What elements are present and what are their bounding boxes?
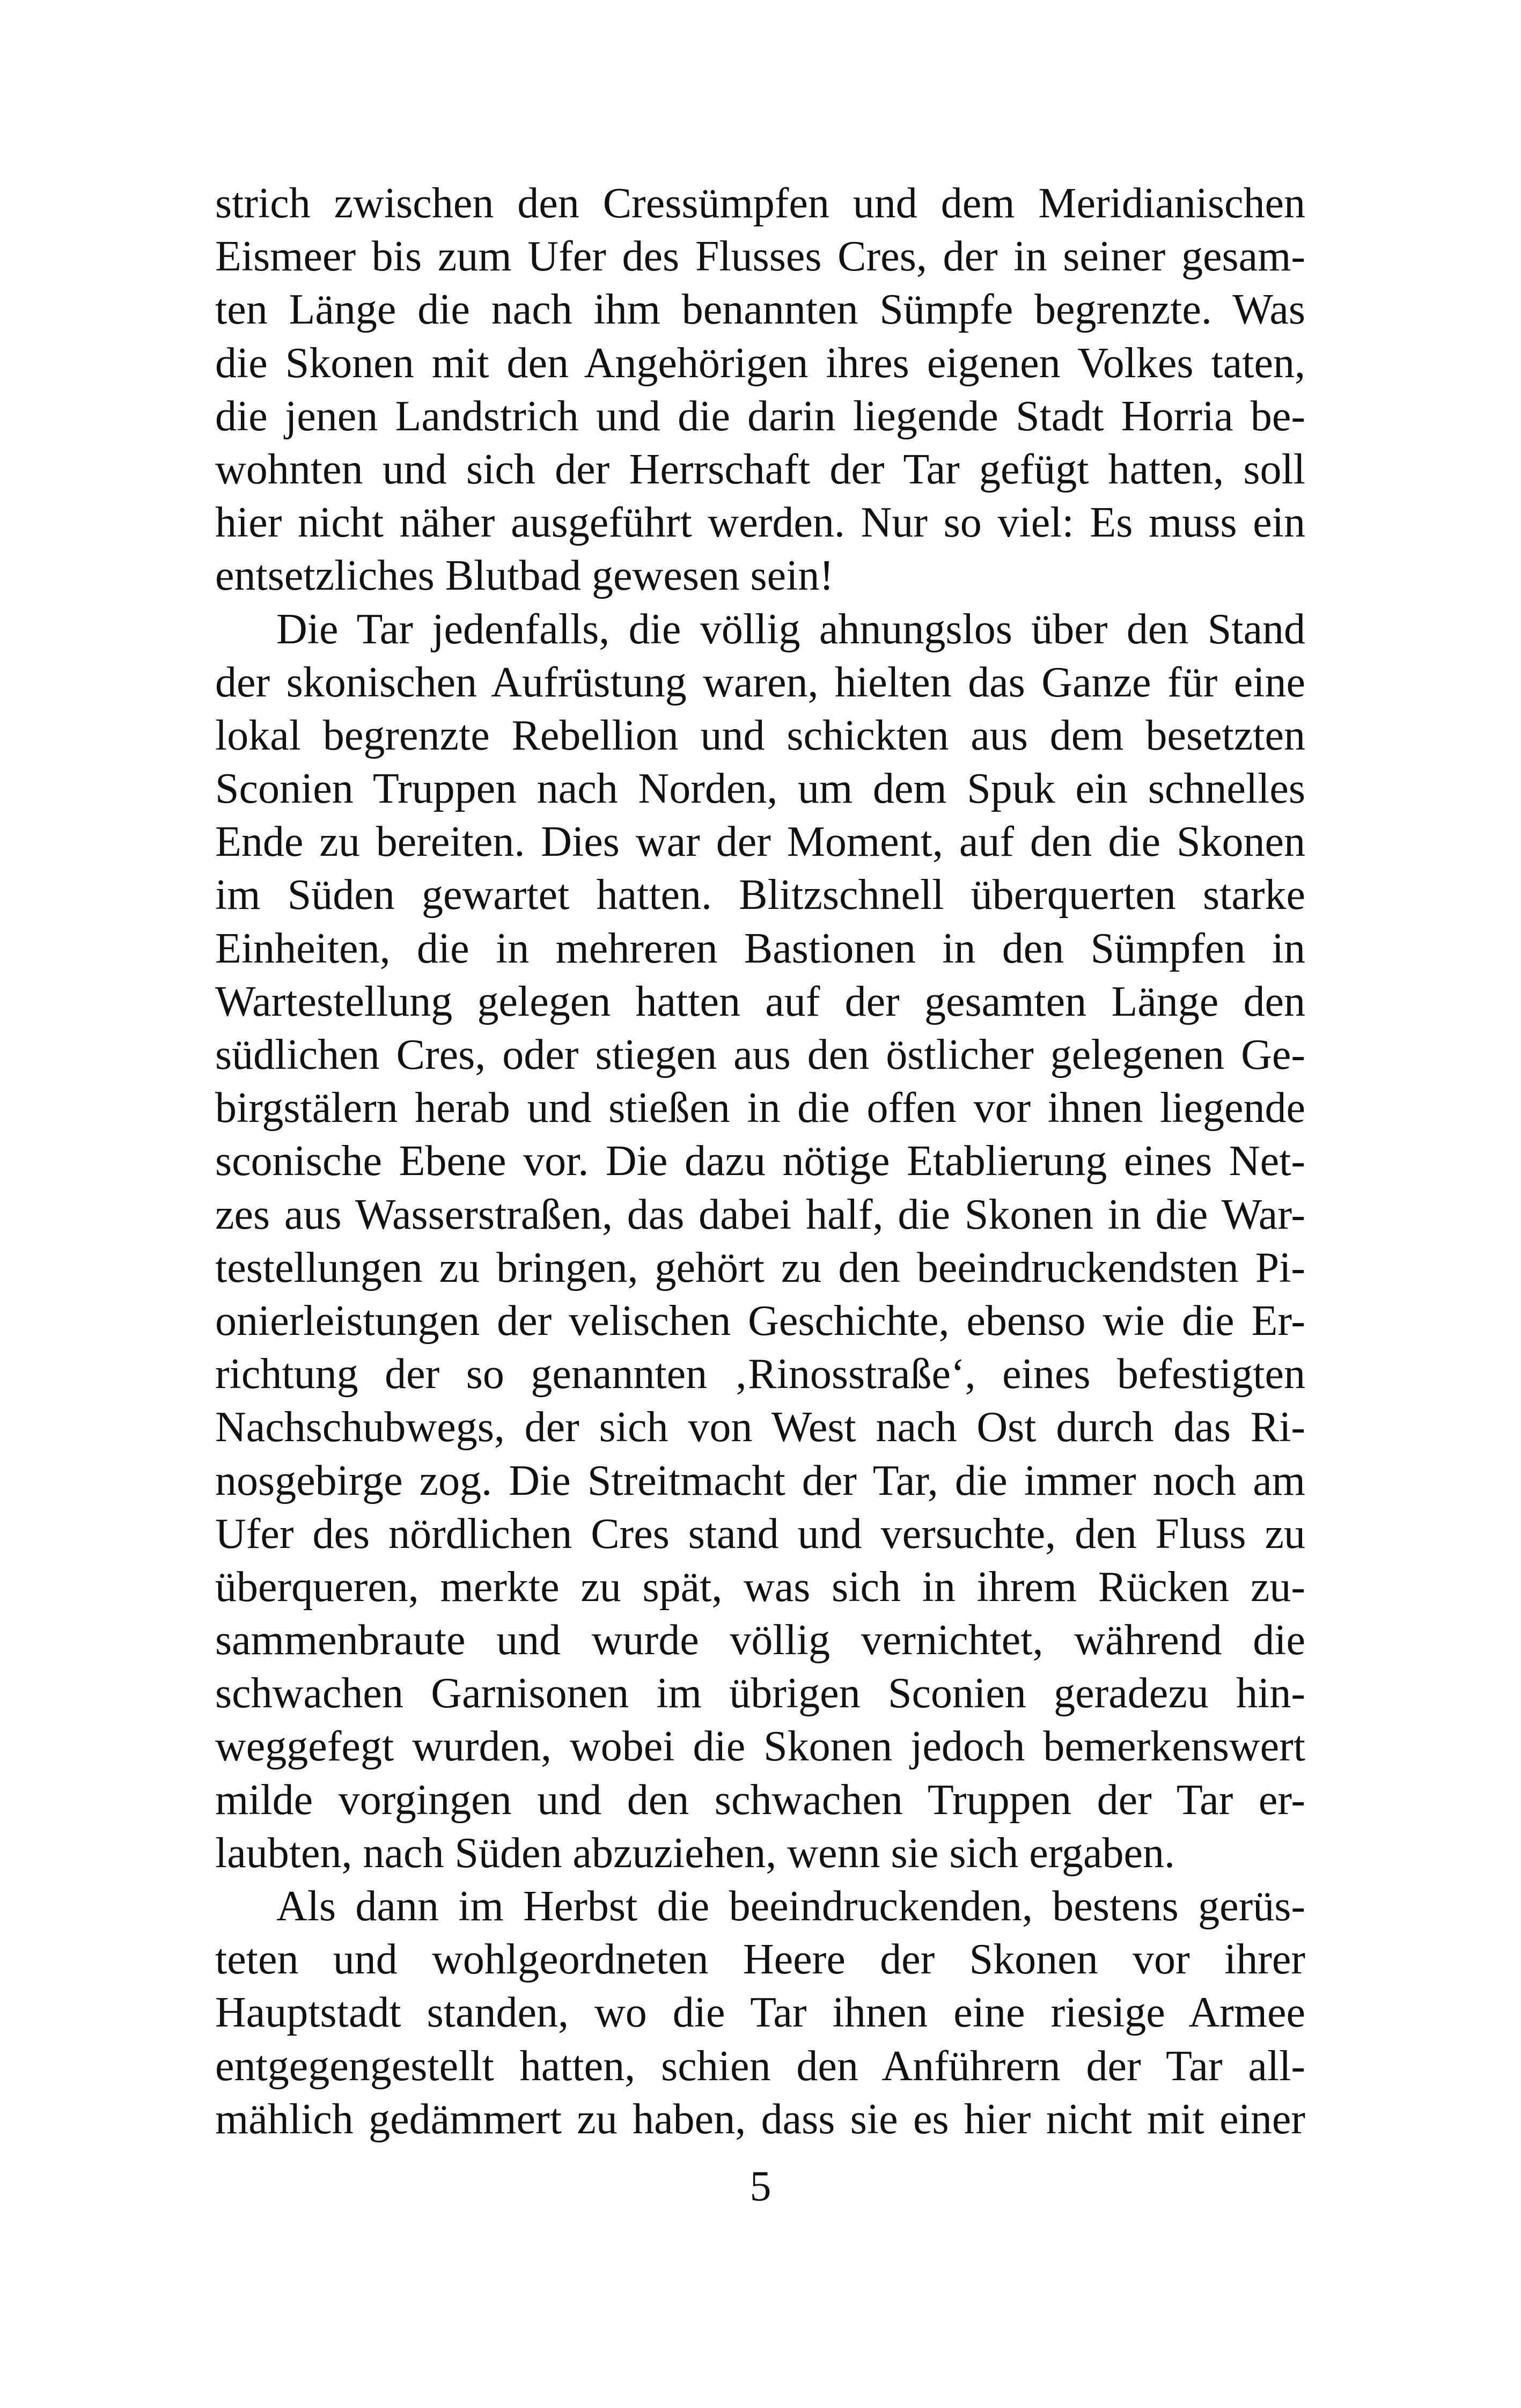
text-line: der skonischen Aufrüstung waren, hielten das Ganze für eine <box>215 658 1305 706</box>
text-line: Hauptstadt standen, wo die Tar ihnen eine riesige Armee <box>215 1989 1305 2037</box>
text-line: Einheiten, die in mehreren Bastionen in den Sümpfen in <box>215 924 1305 972</box>
text-line: richtung der so genannten ‚Rinosstraße‘, eines befestigten <box>215 1350 1305 1398</box>
text-line: Nachschubwegs, der sich von West nach Ost durch das Ri- <box>215 1404 1305 1451</box>
page-number: 5 <box>750 2163 771 2210</box>
text-line: die Skonen mit den Angehörigen ihres eigenen Volkes taten, <box>215 339 1305 387</box>
text-line: birgstälern herab und stießen in die offen vor ihnen liegende <box>215 1084 1305 1132</box>
text-line: testellungen zu bringen, gehört zu den beeindruckendsten Pi- <box>215 1244 1305 1291</box>
text-line: Sconien Truppen nach Norden, um dem Spuk ein schnelles <box>215 765 1305 813</box>
text-line: weggefegt wurden, wobei die Skonen jedoch bemerkenswert <box>215 1723 1305 1771</box>
text-line: Ufer des nördlichen Cres stand und versuchte, den Fluss zu <box>215 1510 1305 1558</box>
text-line: entgegengestellt hatten, schien den Anführern der Tar all- <box>215 2042 1305 2090</box>
text-line: überqueren, merkte zu spät, was sich in ihrem Rücken zu- <box>215 1563 1305 1611</box>
text-line: Als dann im Herbst die beeindruckenden, bestens gerüs- <box>276 1883 1305 1930</box>
text-line: Die Tar jedenfalls, die völlig ahnungslos über den Stand <box>276 605 1305 653</box>
text-line: die jenen Landstrich und die darin liegende Stadt Horria be- <box>215 392 1305 440</box>
text-line: nosgebirge zog. Die Streitmacht der Tar, die immer noch am <box>215 1457 1305 1504</box>
text-line: Wartestellung gelegen hatten auf der gesamten Länge den <box>215 978 1305 1025</box>
text-line: mählich gedämmert zu haben, dass sie es hier nicht mit einer <box>215 2095 1305 2143</box>
text-line: lokal begrenzte Rebellion und schickten aus dem besetzten <box>215 711 1305 759</box>
text-line: wohnten und sich der Herrschaft der Tar gefügt hatten, soll <box>215 445 1305 493</box>
body-text <box>215 177 1305 2146</box>
text-line: schwachen Garnisonen im übrigen Sconien geradezu hin- <box>215 1670 1305 1717</box>
text-line: im Süden gewartet hatten. Blitzschnell überquerten starke <box>215 871 1305 919</box>
text-line: onierleistungen der velischen Geschichte, ebenso wie die Er- <box>215 1297 1305 1345</box>
text-line: südlichen Cres, oder stiegen aus den östlicher gelegenen Ge- <box>215 1031 1305 1078</box>
text-line: hier nicht näher ausgeführt werden. Nur so viel: Es muss ein <box>215 499 1305 547</box>
text-line: entsetzliches Blutbad gewesen sein! <box>215 552 834 600</box>
text-line: strich zwischen den Cressümpfen und dem Meridianischen <box>215 180 1305 227</box>
text-line: milde vorgingen und den schwachen Truppen der Tar er- <box>215 1776 1305 1824</box>
text-line: laubten, nach Süden abzuziehen, wenn sie sich ergaben. <box>215 1829 1175 1877</box>
text-line: Ende zu bereiten. Dies war der Moment, auf den die Skonen <box>215 818 1305 866</box>
text-line: zes aus Wasserstraßen, das dabei half, die Skonen in die War- <box>215 1191 1305 1238</box>
text-line: ten Länge die nach ihm benannten Sümpfe begrenzte. Was <box>215 286 1305 334</box>
text-line: Eismeer bis zum Ufer des Flusses Cres, der in seiner gesam- <box>215 233 1305 281</box>
text-line: sammenbraute und wurde völlig vernichtet, während die <box>215 1617 1305 1664</box>
text-line: sconische Ebene vor. Die dazu nötige Etablierung eines Net- <box>215 1137 1305 1185</box>
text-line: teten und wohlgeordneten Heere der Skonen vor ihrer <box>215 1936 1305 1984</box>
